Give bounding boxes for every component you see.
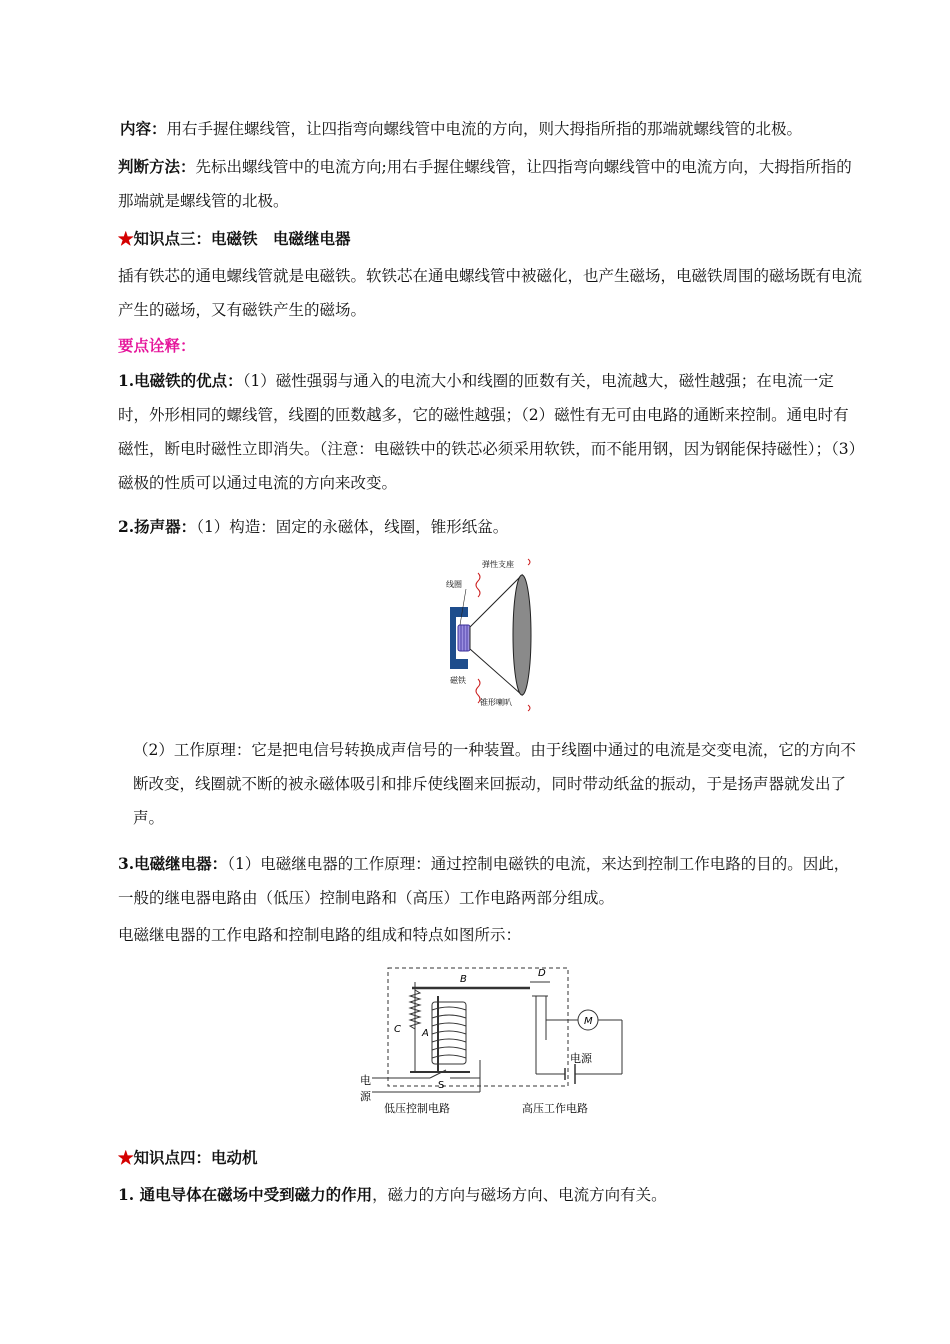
speaker-diagram	[430, 555, 570, 715]
label-c: C	[394, 1024, 401, 1035]
label-low-circuit: 低压控制电路	[384, 1102, 450, 1115]
para-method-text: 先标出螺线管中的电流方向;用右手握住螺线管，让四指弯向螺线管中的电流方向，大拇指所指的那端就是螺线管的北极。	[118, 158, 852, 210]
label-m: M	[584, 1016, 593, 1027]
heading-knowledge-4	[118, 1141, 864, 1175]
point-4	[118, 1178, 864, 1212]
heading-knowledge-4-text: 知识点四：电动机	[133, 1148, 258, 1167]
para-content-label: 内容：	[120, 119, 167, 138]
point-2	[118, 510, 864, 544]
label-cone: 锥形喇叭	[480, 698, 512, 707]
key-points-heading: 要点诠释：	[118, 336, 196, 355]
label-power-right: 电源	[570, 1052, 592, 1065]
star-icon: ★	[118, 229, 134, 248]
point-2b-text: （2）工作原理：它是把电信号转换成声信号的一种装置。由于线圈中通过的电流是交变电流，它的方向不断改变，线圈就不断的被永磁体吸引和排斥使线圈来回振动，同时带动纸盆的振动，于是扬声器就发出了声。	[133, 741, 856, 827]
point-3	[118, 847, 864, 915]
point-3-label: 3.电磁继电器：	[118, 854, 228, 873]
para-method	[118, 150, 864, 218]
point-1-text: （1）磁性强弱与通入的电流大小和线圈的匝数有关，电流越大，磁性越强；在电流一定时，外形相同的螺线管，线圈的匝数越多，它的磁性越强；（2）磁性有无可由电路的通断来控制。通电时有磁性，断电时磁性立即消失。（注意：电磁铁中的铁芯必须采用软铁，而不能用钢，因为钢能保持磁性）；（3）磁极的性质可以通过电流的方向来改变。	[118, 372, 857, 492]
point-2-label: 2.扬声器：	[118, 517, 197, 536]
point-2b	[133, 733, 864, 835]
point-4-label: 1. 通电导体在磁场中受到磁力的作用	[118, 1185, 373, 1204]
star-icon: ★	[118, 1148, 134, 1167]
label-high-circuit: 高压工作电路	[522, 1102, 588, 1115]
spring-top	[476, 573, 480, 597]
label-s: S	[438, 1080, 445, 1091]
label-b: B	[460, 974, 467, 985]
para-electromagnet: 插有铁芯的通电螺线管就是电磁铁。软铁芯在通电螺线管中被磁化，也产生磁场，电磁铁周围的磁场既有电流产生的磁场，又有磁铁产生的磁场。	[118, 267, 863, 319]
para-content-text: 用右手握住螺线管，让四指弯向螺线管中电流的方向，则大拇指所指的那端就螺线管的北极。	[166, 120, 803, 138]
para-content	[118, 112, 864, 146]
relay-diagram	[360, 960, 635, 1120]
heading-knowledge-3	[118, 222, 864, 256]
label-power-left-1: 电	[360, 1074, 371, 1087]
point-4-text: ，磁力的方向与磁场方向、电流方向有关。	[372, 1186, 667, 1204]
para-method-label: 判断方法：	[118, 157, 196, 176]
point-3-text: （1）电磁继电器的工作原理：通过控制电磁铁的电流，来达到控制工作电路的目的。因此，一般的继电器电路由（低压）控制电路和（高压）工作电路两部分组成。	[118, 855, 850, 907]
label-a: A	[422, 1028, 429, 1039]
label-power-left-2: 源	[360, 1090, 371, 1103]
label-d: D	[538, 968, 546, 979]
cone-mouth	[513, 575, 531, 695]
point-1-label: 1.电磁铁的优点：	[118, 371, 243, 390]
label-coil: 线圈	[446, 580, 462, 589]
label-magnet: 磁铁	[450, 676, 466, 685]
point-1	[118, 364, 864, 500]
heading-knowledge-3-text: 知识点三：电磁铁 电磁继电器	[133, 229, 351, 248]
point-2-text: （1）构造：固定的永磁体，线圈，锥形纸盆。	[196, 518, 509, 536]
point-3b: 电磁继电器的工作电路和控制电路的组成和特点如图所示：	[118, 926, 522, 944]
label-support: 弹性支座	[482, 560, 514, 569]
